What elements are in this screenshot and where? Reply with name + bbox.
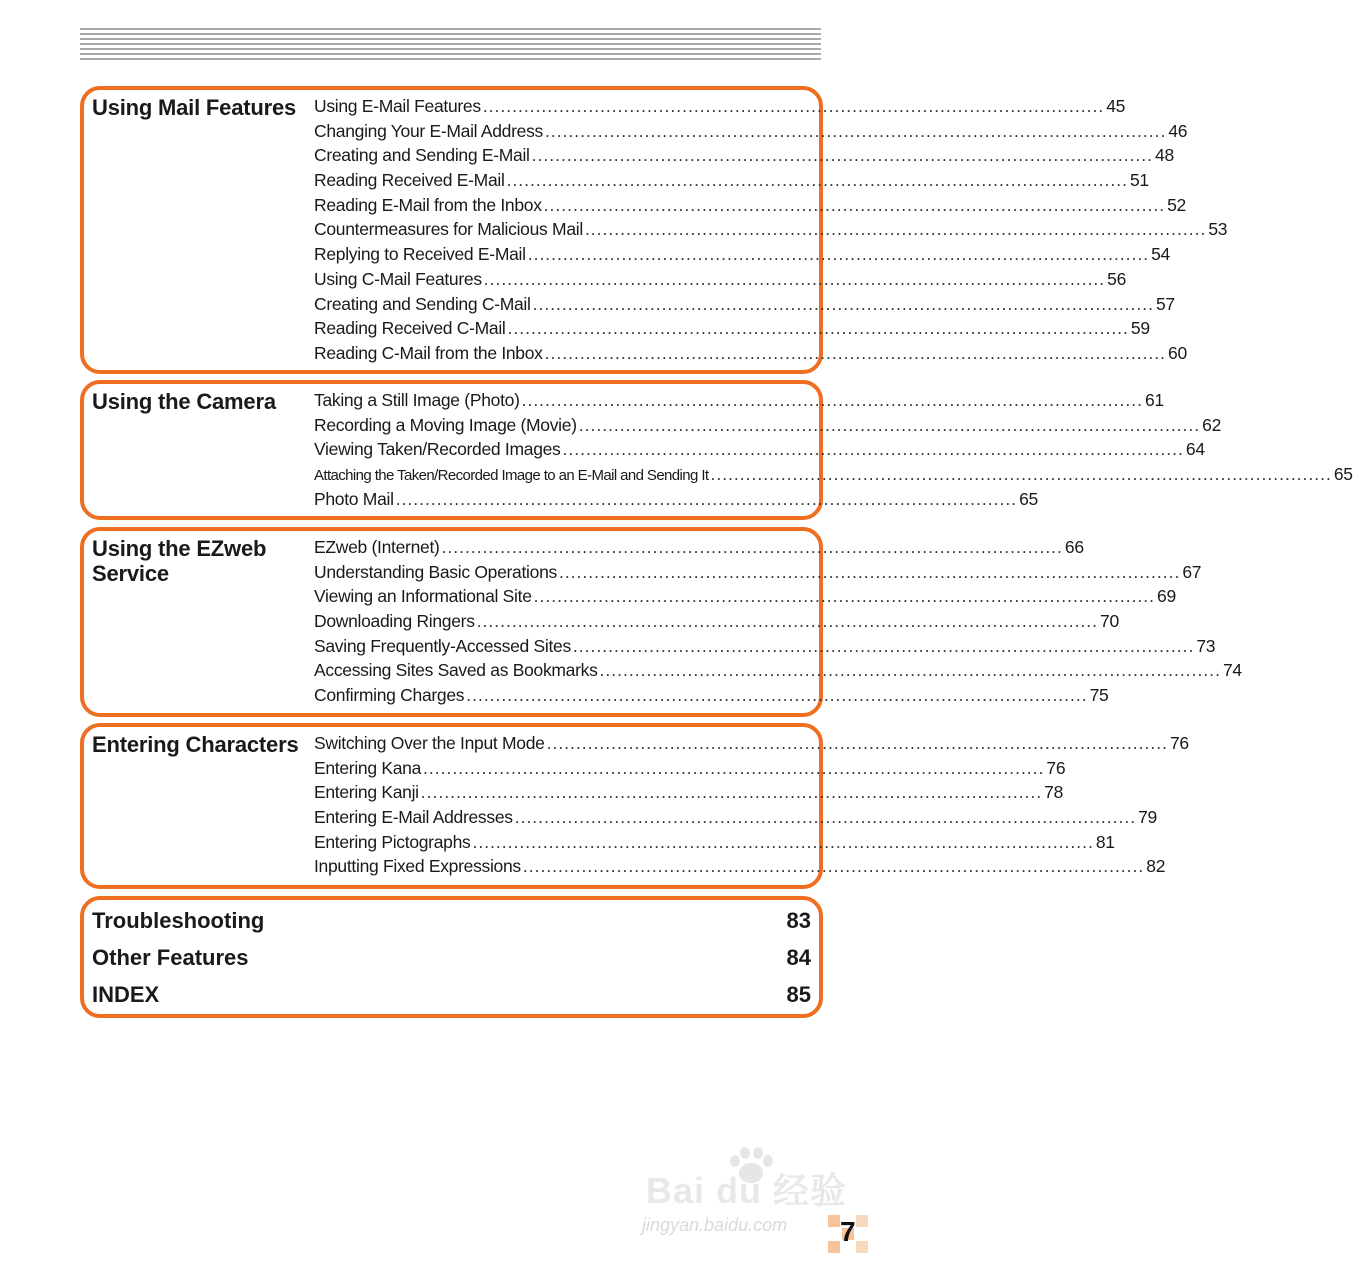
toc-entry[interactable]: Saving Frequently-Accessed Sites .......................................................................................................... 73 (314, 635, 1216, 656)
misc-page: 83 (786, 908, 811, 933)
header-rule-lines (80, 28, 821, 66)
misc-page: 85 (786, 982, 811, 1007)
entry-list (314, 733, 1189, 881)
toc-entry[interactable]: Reading C-Mail from the Inbox .......................................................................................................... 60 (314, 342, 1187, 363)
toc-entry[interactable]: Downloading Ringers .......................................................................................................... 70 (314, 611, 1119, 632)
toc-section-mail (80, 86, 1228, 374)
toc-entry[interactable]: Switching Over the Input Mode .......................................................................................................... 76 (314, 733, 1189, 753)
toc-section-ezweb (80, 527, 1242, 717)
section-title: Using the Camera (92, 389, 276, 414)
section-title-line1: Using the EZweb (92, 536, 267, 561)
toc-entry[interactable]: Entering E-Mail Addresses .......................................................................................................... 79 (314, 807, 1157, 828)
toc-entry[interactable]: Viewing Taken/Recorded Images .......................................................................................................... 64 (314, 439, 1205, 460)
misc-title: Other Features (92, 945, 249, 970)
toc-entry[interactable]: Inputting Fixed Expressions .......................................................................................................... 82 (314, 856, 1166, 877)
toc-entry[interactable]: Using E-Mail Features .......................................................................................................... 45 (314, 96, 1126, 116)
entry-list (314, 537, 1242, 710)
toc-entry[interactable]: Entering Kanji .......................................................................................................... 78 (314, 782, 1064, 803)
section-title: Using Mail Features (92, 95, 297, 120)
toc-entry[interactable]: Creating and Sending C-Mail .......................................................................................................... 57 (314, 293, 1175, 314)
toc-entry[interactable]: Changing Your E-Mail Address .......................................................................................................... 46 (314, 120, 1188, 141)
toc-entry[interactable]: Entering Kana .......................................................................................................... 76 (314, 757, 1066, 778)
toc-section-camera (80, 380, 1353, 520)
misc-title: Troubleshooting (92, 908, 265, 933)
toc-entry[interactable]: Replying to Received E-Mail .......................................................................................................... 54 (314, 244, 1170, 265)
watermark-url: jingyan.baidu.com (642, 1215, 788, 1235)
misc-title: INDEX (92, 982, 160, 1007)
misc-page: 84 (786, 945, 811, 970)
toc-entry[interactable]: EZweb (Internet) .......................................................................................................... 66 (314, 537, 1084, 557)
toc-entry[interactable]: Taking a Still Image (Photo) .......................................................................................................... 61 (314, 390, 1164, 410)
toc-section-characters (80, 723, 1189, 889)
toc-section-misc (80, 896, 823, 1018)
toc-entry[interactable]: Photo Mail .......................................................................................................... 65 (314, 488, 1038, 509)
page-number: 7 (840, 1216, 856, 1247)
entry-list (314, 96, 1228, 368)
section-title-line2: Service (92, 561, 169, 586)
section-title: Entering Characters (92, 732, 299, 757)
toc-entry[interactable]: Countermeasures for Malicious Mail .......................................................................................................... 53 (314, 219, 1228, 240)
toc-entry[interactable]: Reading Received E-Mail .......................................................................................................... 51 (314, 170, 1149, 191)
toc-entry[interactable]: Entering Pictographs .......................................................................................................... 81 (314, 831, 1115, 852)
toc-entry[interactable]: Recording a Moving Image (Movie) .......................................................................................................... 62 (314, 414, 1222, 435)
toc-entry[interactable]: Creating and Sending E-Mail .......................................................................................................... 48 (314, 145, 1174, 166)
section-title (92, 536, 312, 586)
toc-entry-index[interactable] (92, 982, 811, 1008)
watermark-logo: Bai du 经验 (646, 1170, 848, 1211)
toc-entry-other-features[interactable] (92, 945, 811, 971)
toc-entry-troubleshooting[interactable] (92, 908, 811, 934)
toc-entry[interactable]: Using C-Mail Features .......................................................................................................... 56 (314, 268, 1127, 289)
entry-list (314, 390, 1353, 513)
toc-entry[interactable]: Attaching the Taken/Recorded Image to an E-Mail and Sending It .......................................................................................................... 65 (314, 464, 1353, 485)
toc-entry[interactable]: Viewing an Informational Site .......................................................................................................... 69 (314, 586, 1176, 607)
toc-entry[interactable]: Accessing Sites Saved as Bookmarks .......................................................................................................... 74 (314, 660, 1242, 681)
toc-entry[interactable]: Reading Received C-Mail .......................................................................................................... 59 (314, 318, 1150, 339)
toc-entry[interactable]: Understanding Basic Operations .......................................................................................................... 67 (314, 561, 1202, 582)
baidu-watermark (636, 1145, 856, 1245)
toc-entry[interactable]: Confirming Charges .......................................................................................................... 75 (314, 685, 1109, 706)
toc-entry[interactable]: Reading E-Mail from the Inbox .......................................................................................................... 52 (314, 194, 1186, 215)
